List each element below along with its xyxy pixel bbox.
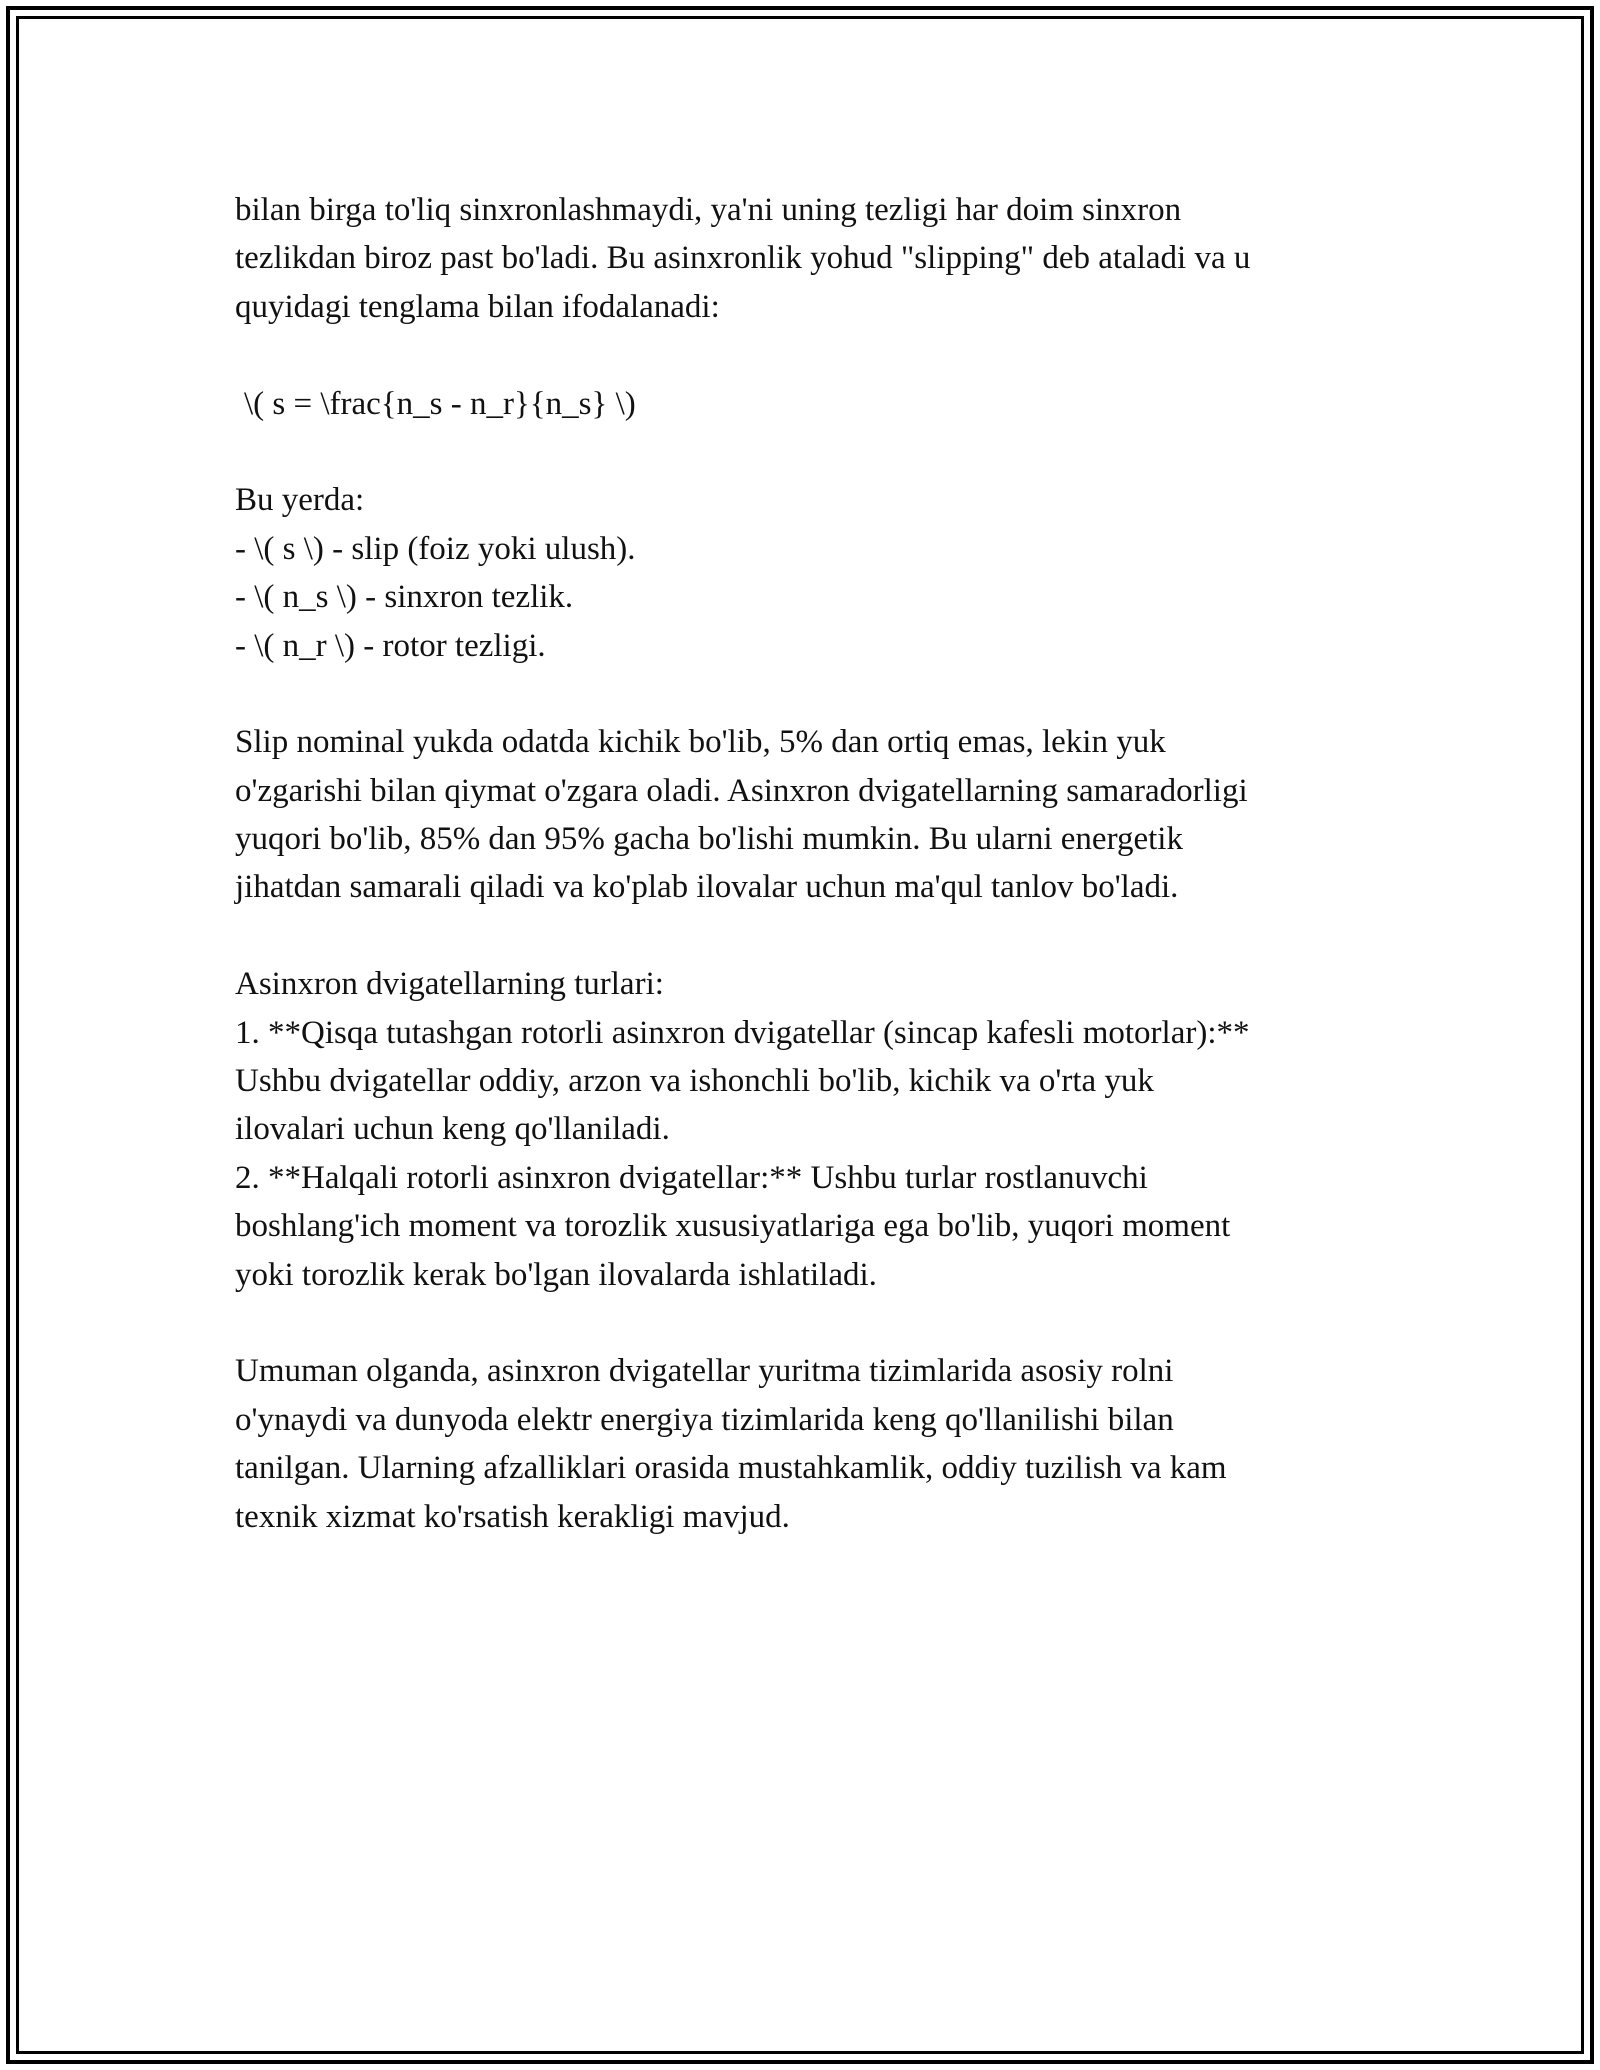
motor-types-block xyxy=(235,960,1375,1299)
text-line: tanilgan. Ularning afzalliklari orasida mustahkamlik, oddiy tuzilish va kam xyxy=(235,1450,1227,1487)
text-line: 2. **Halqali rotorli asinxron dvigatellar:** Ushbu turlar rostlanuvchi xyxy=(235,1159,1148,1196)
document-body xyxy=(235,186,1375,1541)
motor-types-heading: Asinxron dvigatellarning turlari: xyxy=(235,966,664,1003)
slip-formula: \( s = \frac{n_s - n_r}{n_s} \) xyxy=(244,385,636,422)
text-line: ilovalari uchun keng qo'llaniladi. xyxy=(235,1111,670,1148)
text-line: yuqori bo'lib, 85% dan 95% gacha bo'lishi mumkin. Bu ularni energetik xyxy=(235,821,1183,858)
text-line: Slip nominal yukda odatda kichik bo'lib, 5% dan ortiq emas, lekin yuk xyxy=(235,724,1166,761)
text-line: Umuman olganda, asinxron dvigatellar yuritma tizimlarida asosiy rolni xyxy=(235,1353,1174,1390)
conclusion-paragraph xyxy=(235,1347,1375,1541)
text-line: jihatdan samarali qiladi va ko'plab ilovalar uchun ma'qul tanlov bo'ladi. xyxy=(235,869,1179,906)
text-line: bilan birga to'liq sinxronlashmaydi, ya'ni uning tezligi har doim sinxron xyxy=(235,192,1182,228)
text-line: o'zgarishi bilan qiymat o'zgara oladi. Asinxron dvigatellarning samaradorligi xyxy=(235,772,1248,809)
text-line: yoki torozlik kerak bo'lgan ilovalarda ishlatiladi. xyxy=(235,1256,877,1293)
intro-paragraph xyxy=(235,186,1375,331)
definition-item: - \( s \) - slip (foiz yoki ulush). xyxy=(235,530,636,567)
definition-item: - \( n_s \) - sinxron tezlik. xyxy=(235,579,574,616)
text-line: Ushbu dvigatellar oddiy, arzon va ishonchli bo'lib, kichik va o'rta yuk xyxy=(235,1063,1154,1100)
paragraph-gap xyxy=(235,670,1375,718)
paragraph-gap xyxy=(235,1299,1375,1347)
paragraph-gap xyxy=(235,428,1375,476)
definitions-block xyxy=(235,476,1375,670)
text-line: boshlang'ich moment va torozlik xususiyatlariga ega bo'lib, yuqori moment xyxy=(235,1208,1231,1245)
paragraph-gap xyxy=(235,331,1375,379)
text-line: texnik xizmat ko'rsatish kerakligi mavjud. xyxy=(235,1498,790,1535)
text-line: quyidagi tenglama bilan ifodalanadi: xyxy=(235,288,720,325)
slip-paragraph xyxy=(235,718,1375,912)
text-line: 1. **Qisqa tutashgan rotorli asinxron dvigatellar (sincap kafesli motorlar):** xyxy=(235,1014,1250,1051)
definition-item: - \( n_r \) - rotor tezligi. xyxy=(235,627,546,664)
definitions-heading: Bu yerda: xyxy=(235,482,365,519)
text-line: o'ynaydi va dunyoda elektr energiya tizimlarida keng qo'llanilishi bilan xyxy=(235,1401,1174,1438)
paragraph-gap xyxy=(235,912,1375,960)
text-line: tezlikdan biroz past bo'ladi. Bu asinxronlik yohud "slipping" deb ataladi va u xyxy=(235,240,1251,277)
